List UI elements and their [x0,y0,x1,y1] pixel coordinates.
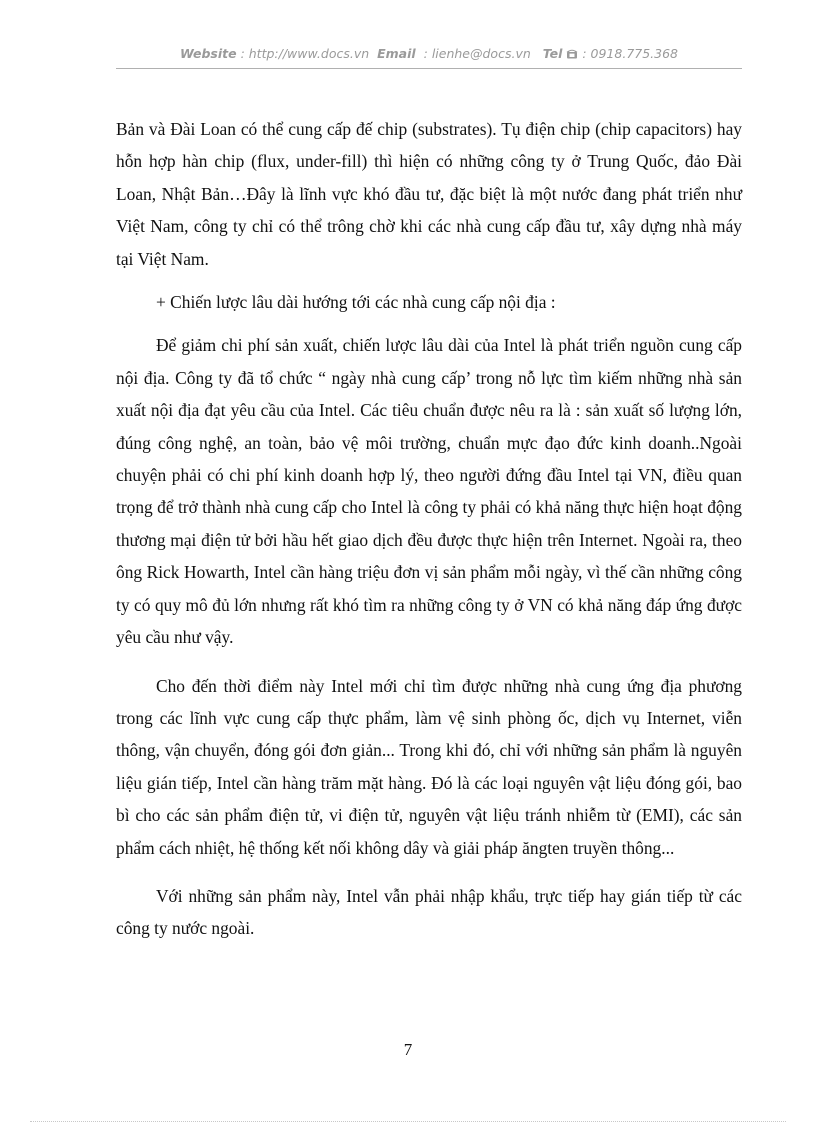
website-label: Website [179,46,237,61]
paragraph-3: Để giảm chi phí sản xuất, chiến lược lâu dài của Intel là phát triển nguồn cung cấp nội địa. Công ty đã tổ chức “ ngày nhà cung cấp’ trong nỗ lực tìm kiếm những nhà sản xuất nội địa đạt yêu cầu của Intel. Các tiêu chuẩn được nêu ra là : sản xuất số lượng lớn, đúng công nghệ, an toàn, bảo vệ môi trường, chuẩn mực đạo đức kinh doanh..Ngoài chuyện phải có chi phí kinh doanh hợp lý, theo người đứng đầu Intel tại VN, điều quan trọng để trở thành nhà cung cấp cho Intel là công ty phải có khả năng thực hiện hoạt động thương mại điện tử bởi hầu hết giao dịch đều được thực hiện trên Internet. Ngoài ra, theo ông Rick Howarth, Intel cần hàng triệu đơn vị sản phẩm mỗi ngày, vì thế cần những công ty có quy mô đủ lớn nhưng rất khó tìm ra những công ty ở VN có khả năng đáp ứng được yêu cầu như vậy. [116,335,742,648]
paragraph-4: Cho đến thời điểm này Intel mới chỉ tìm được những nhà cung ứng địa phương trong các lĩnh vực cung cấp thực phẩm, làm vệ sinh phòng ốc, dịch vụ Internet, viễn thông, vận chuyển, đóng gói đơn giản... Trong khi đó, chỉ với những sản phẩm là nguyên liệu gián tiếp, Intel cần hàng trăm mặt hàng. Đó là các loại nguyên vật liệu đóng gói, bao bì cho các sản phẩm điện tử, vi điện tử, nguyên vật liệu tránh nhiễm từ (EMI), các sản phẩm cách nhiệt, hệ thống kết nối không dây và giải pháp ăngten truyền thông... [116,675,742,858]
paragraph-2: + Chiến lược lâu dài hướng tới các nhà cung cấp nội địa : [156,292,556,313]
header-divider [116,68,742,69]
paragraph-5: Với những sản phẩm này, Intel vẫn phải nhập khẩu, trực tiếp hay gián tiếp từ các công ty nước ngoài. [116,885,742,939]
page-header [116,46,742,61]
email-label: Email [377,46,416,61]
document-body [116,113,742,945]
footer-divider [30,1121,786,1122]
tel-value: : 0918.775.368 [582,46,679,61]
tel-label: Tel [542,46,563,61]
website-value[interactable]: : http://www.docs.vn [240,46,370,61]
page-number: 7 [403,1040,413,1059]
phone-icon [566,48,578,59]
paragraph-1: Bản và Đài Loan có thể cung cấp đế chip (substrates). Tụ điện chip (chip capacitors) hay hỗn hợp hàn chip (flux, under-fill) thì hiện có những công ty ở Trung Quốc, đảo Đài Loan, Nhật Bản…Đây là lĩnh vực khó đầu tư, đặc biệt là một nước đang phát triển như Việt Nam, công ty chỉ có thể trông chờ khi các nhà cung cấp đầu tư, xây dựng nhà máy tại Việt Nam. [116,119,742,269]
email-value[interactable]: : lienhe@docs.vn [423,46,531,61]
